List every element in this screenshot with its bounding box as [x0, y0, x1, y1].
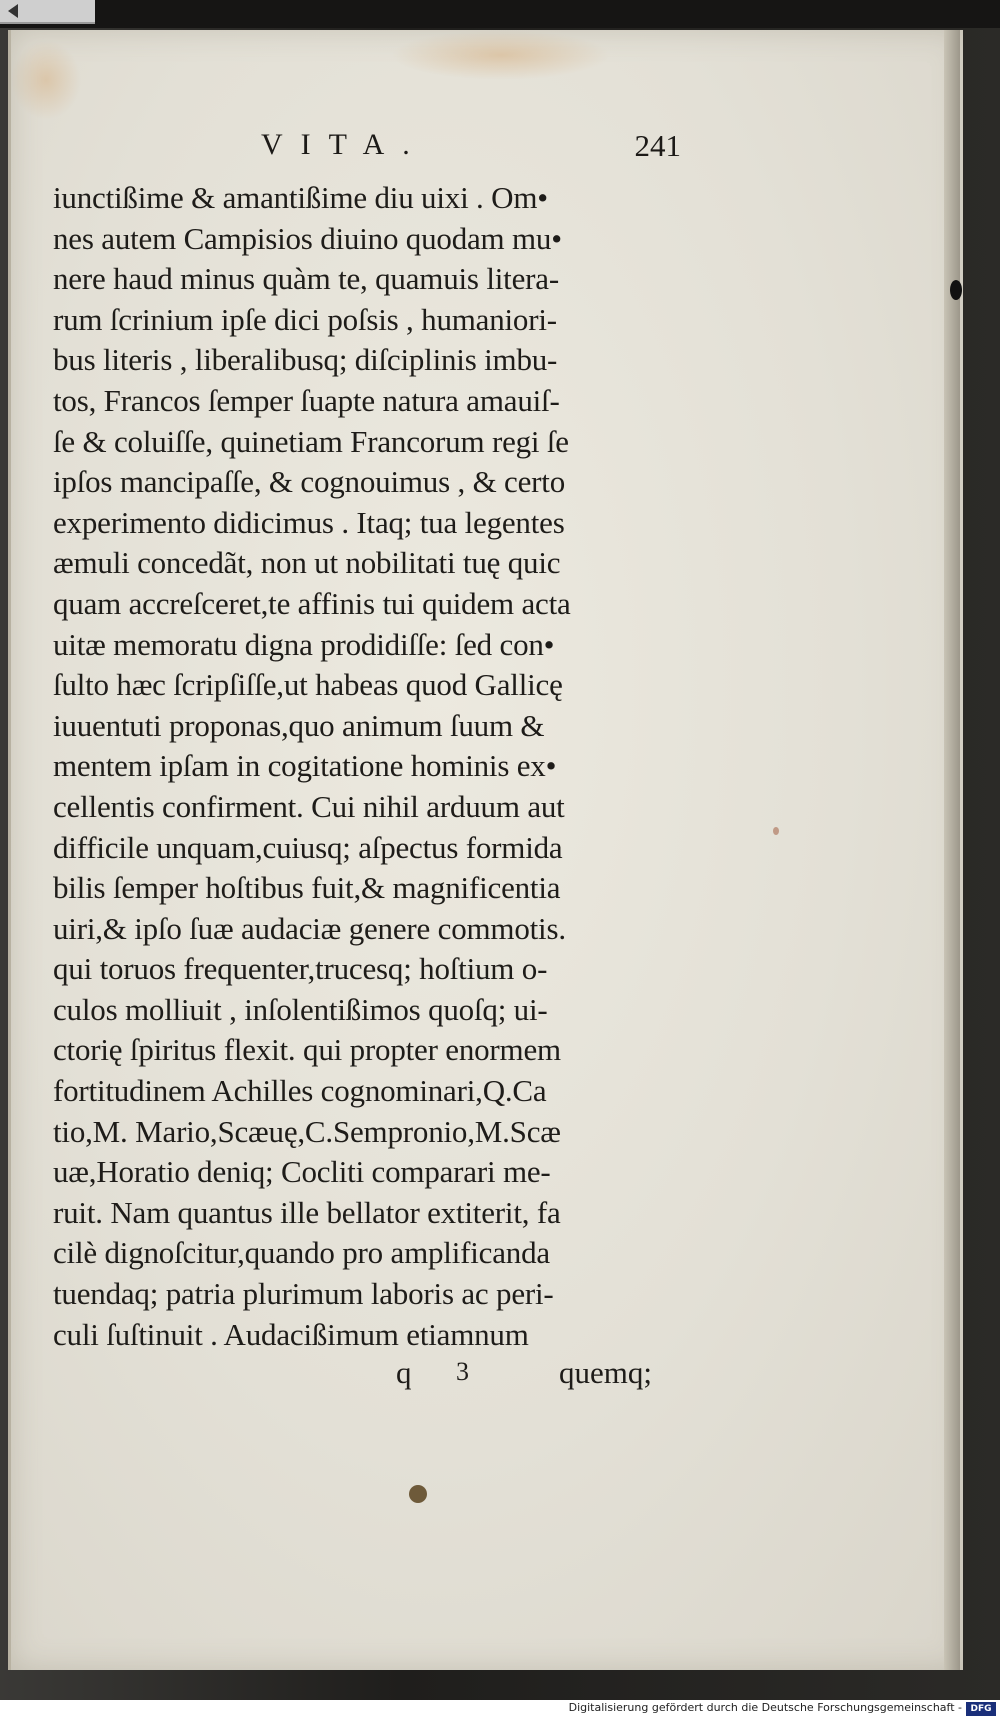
text-line: tos, Francos ſemper ſuapte natura amauiſ- — [53, 382, 560, 418]
body-text — [53, 178, 693, 1355]
page-edge — [944, 30, 960, 1670]
text-line: qui toruos frequenter,trucesq; hoſtium o- — [53, 951, 548, 987]
catchword: quemq; — [559, 1355, 652, 1390]
paper-stain — [11, 40, 81, 120]
signature-number: 3 — [456, 1357, 469, 1386]
text-line: nes autem Campisios diuino quodam mu• — [53, 220, 562, 256]
text-line: iunctißime & amantißime diu uixi . Om• — [53, 180, 548, 215]
scanner-top-strip — [0, 0, 1000, 28]
text-line: iuuentuti proponas,quo animum ſuum & — [53, 707, 545, 743]
text-line: bus literis , liberalibusq; diſciplinis imbu- — [53, 342, 558, 378]
ink-dot — [409, 1485, 427, 1503]
text-line: ſe & coluiſſe, quinetiam Francorum regi ſe — [53, 423, 569, 459]
text-line: mentem ipſam in cogitatione hominis ex• — [53, 748, 557, 784]
corner-clip-icon — [0, 0, 95, 24]
text-line: quam accreſceret,te affinis tui quidem acta — [53, 585, 571, 621]
signature-mark: q — [396, 1355, 412, 1390]
page-number: 241 — [634, 128, 681, 163]
text-line: bilis ſemper hoſtibus fuit,& magnificentia — [53, 870, 561, 906]
margin-speck — [773, 827, 779, 835]
digitization-credit: Digitalisierung gefördert durch die Deutsche Forschungsgemeinschaft - — [568, 1701, 962, 1714]
text-line: rum ſcrinium ipſe dici poſsis , humaniori- — [53, 301, 557, 337]
text-line: experimento didicimus . Itaq; tua legentes — [53, 504, 565, 540]
page-notch — [950, 280, 962, 300]
text-line: æmuli concedãt, non ut nobilitati tuę quic — [53, 545, 561, 581]
text-line: tio,M. Mario,Scæuę,C.Sempronio,M.Scæ — [53, 1113, 561, 1149]
text-line: culos molliuit , inſolentißimos quoſq; ui- — [53, 991, 548, 1027]
text-line: nere haud minus quàm te, quamuis litera- — [53, 261, 559, 297]
text-line: uitæ memoratu digna prodidiſſe: ſed con• — [53, 626, 555, 662]
text-line: fortitudinem Achilles cognominari,Q.Ca — [53, 1073, 547, 1109]
text-line: ſulto hæc ſcripſiſſe,ut habeas quod Gallicę — [53, 667, 563, 703]
running-title: VITA. — [261, 128, 428, 161]
text-line: ruit. Nam quantus ille bellator extiterit, fa — [53, 1194, 561, 1230]
text-line: ipſos mancipaſſe, & cognouimus , & certo — [53, 464, 566, 500]
text-line: culi ſuſtinuit . Audacißimum etiamnum — [53, 1316, 529, 1352]
text-line: ctorię ſpiritus flexit. qui propter enormem — [53, 1032, 561, 1068]
paper-stain — [391, 30, 611, 80]
text-line: tuendaq; patria plurimum laboris ac peri- — [53, 1276, 554, 1312]
signature-line — [11, 1355, 691, 1399]
text-line: difficile unquam,cuiusq; aſpectus formida — [53, 829, 563, 865]
text-line: cellentis confirment. Cui nihil arduum aut — [53, 788, 565, 824]
text-line: cilè dignoſcitur,quando pro amplificanda — [53, 1235, 550, 1271]
text-line: uæ,Horatio deniq; Cocliti comparari me- — [53, 1154, 551, 1190]
dfg-logo: DFG — [966, 1702, 996, 1716]
book-page — [8, 30, 963, 1670]
text-line: uiri,& ipſo ſuæ audaciæ genere commotis. — [53, 910, 566, 946]
running-head — [261, 128, 681, 168]
